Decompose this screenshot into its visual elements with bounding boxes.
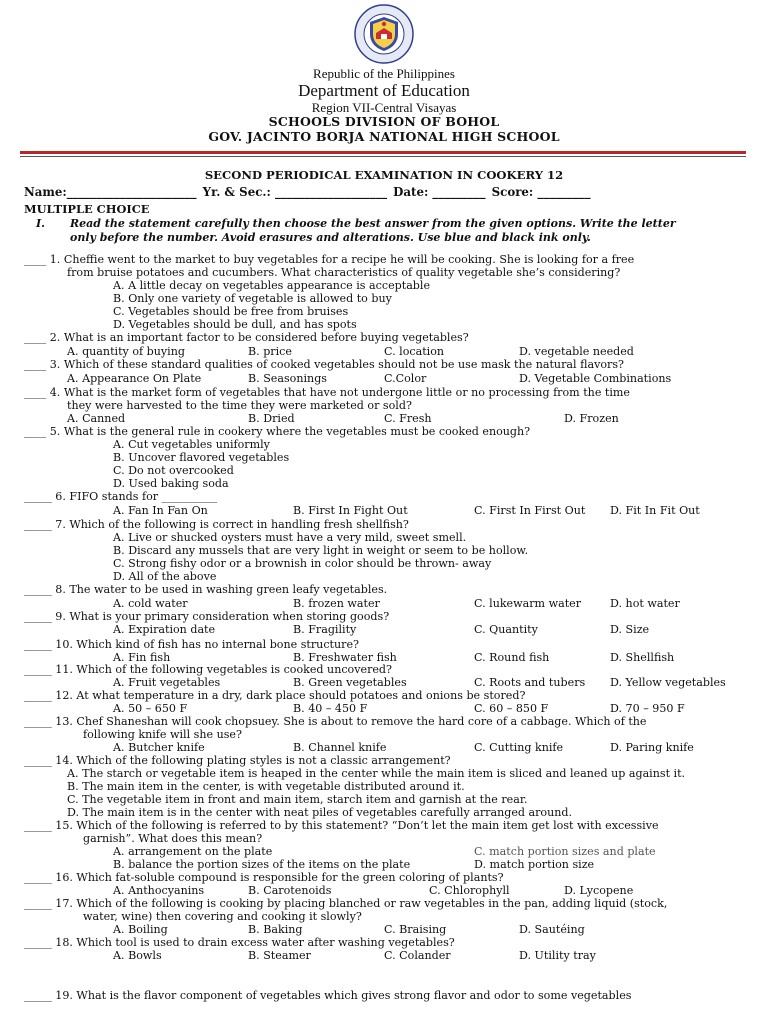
question-line: _____ 18. Which tool is used to drain excess water after washing vegetables? <box>24 936 455 949</box>
option: A. Boiling <box>113 923 168 936</box>
option: C. Fresh <box>384 412 432 425</box>
question-line: _____ 12. At what temperature in a dry, dark place should potatoes and onions be stored? <box>24 689 526 702</box>
option: D. Lycopene <box>564 884 634 897</box>
instruction-text <box>70 217 760 245</box>
option: B. Baking <box>248 923 303 936</box>
option: B. Discard any mussels that are very light in weight or seem to be hollow. <box>113 544 529 557</box>
question-line: _____ 10. Which kind of fish has no internal bone structure? <box>24 638 359 651</box>
option: A. Cut vegetables uniformly <box>113 438 270 451</box>
option: B. Freshwater fish <box>293 651 397 664</box>
question-line: _____ 11. Which of the following vegetables is cooked uncovered? <box>24 663 392 676</box>
question-line: _____ 6. FIFO stands for __________ <box>24 490 218 503</box>
option: D. Yellow vegetables <box>610 676 726 689</box>
option: B. 40 – 450 F <box>293 702 368 715</box>
option: C. Colander <box>384 949 451 962</box>
question-line: garnish”. What does this mean? <box>83 832 263 845</box>
option: B. Seasonings <box>248 372 327 385</box>
option: B. Fragility <box>293 623 357 636</box>
division-line: SCHOOLS DIVISION OF BOHOL <box>268 114 500 129</box>
question-line: _____ 7. Which of the following is correct in handling fresh shellfish? <box>24 518 409 531</box>
region-line: Region VII-Central Visayas <box>311 100 457 115</box>
option: C. location <box>384 345 445 358</box>
option: B. Dried <box>248 412 295 425</box>
option: C. Round fish <box>474 651 550 664</box>
option: A. Fin fish <box>113 651 171 664</box>
option: D. Sautéing <box>519 923 585 936</box>
option: C. Do not overcooked <box>113 464 234 477</box>
option: D. match portion size <box>474 858 595 871</box>
option: D. Fit In Fit Out <box>610 504 700 517</box>
option: A. Appearance On Plate <box>67 372 202 385</box>
score-field[interactable]: Score: _________ <box>491 185 591 199</box>
option: A. A little decay on vegetables appearance is acceptable <box>113 279 431 292</box>
option: B. The main item in the center, is with vegetable distributed around it. <box>67 780 465 793</box>
option: C. Quantity <box>474 623 538 636</box>
option: B. Green vegetables <box>293 676 407 689</box>
question-line: water, wine) then covering and cooking it slowly? <box>83 910 362 923</box>
option: B. balance the portion sizes of the items on the plate <box>113 858 411 871</box>
option: C. Braising <box>384 923 447 936</box>
exam-title: SECOND PERIODICAL EXAMINATION IN COOKERY 12 <box>204 168 564 182</box>
option: C. 60 – 850 F <box>474 702 549 715</box>
option: A. Fan In Fan On <box>113 504 208 517</box>
option: D. The main item is in the center with neat piles of vegetables carefully arranged around. <box>67 806 573 819</box>
question-line: ____ 4. What is the market form of vegetables that have not undergone little or no processing from the time <box>24 386 630 399</box>
question-line: following knife will she use? <box>83 728 242 741</box>
deped-seal-icon <box>354 4 414 64</box>
option: C. Roots and tubers <box>474 676 586 689</box>
question-line: from bruise potatoes and cucumbers. What characteristics of quality vegetable she’s considering? <box>67 266 621 279</box>
option: C. First In First Out <box>474 504 586 517</box>
section-heading: MULTIPLE CHOICE <box>24 202 150 216</box>
option: B. Steamer <box>248 949 311 962</box>
republic-line: Republic of the Philippines <box>313 66 455 81</box>
option: D. vegetable needed <box>519 345 634 358</box>
student-info-fields <box>24 185 592 199</box>
option: A. Anthocyanins <box>113 884 205 897</box>
question-line: _____ 13. Chef Shaneshan will cook chopsuey. She is about to remove the hard core of a cabbage. Which of the <box>24 715 647 728</box>
option: B. Uncover flavored vegetables <box>113 451 290 464</box>
option: A. quantity of buying <box>67 345 185 358</box>
yr-sec-field[interactable]: Yr. & Sec.: ___________________ <box>202 185 388 199</box>
option: B. Only one variety of vegetable is allowed to buy <box>113 292 392 305</box>
option: D. Vegetables should be dull, and has spots <box>113 318 357 331</box>
question-line: _____ 15. Which of the following is referred to by this statement? “Don’t let the main item get lost with excessive <box>24 819 659 832</box>
option: B. First In Fight Out <box>293 504 408 517</box>
option: C. Strong fishy odor or a brownish in color should be thrown- away <box>113 557 492 570</box>
option: C. Cutting knife <box>474 741 564 754</box>
option: D. Utility tray <box>519 949 596 962</box>
header-divider-gray <box>20 156 746 157</box>
department-name: Department of Education <box>298 81 470 100</box>
instruction-number: I. <box>36 217 45 230</box>
option: A. arrangement on the plate <box>113 845 273 858</box>
question-line: ____ 3. Which of these standard qualities of cooked vegetables should not be use mask the natural flavors? <box>24 358 624 371</box>
option: D. Used baking soda <box>113 477 229 490</box>
option: A. Fruit vegetables <box>113 676 221 689</box>
option: A. 50 – 650 F <box>113 702 188 715</box>
option: B. frozen water <box>293 597 380 610</box>
option: A. Expiration date <box>113 623 216 636</box>
option: D. Size <box>610 623 650 636</box>
option: C. Chlorophyll <box>429 884 510 897</box>
question-line: ____ 5. What is the general rule in cookery where the vegetables must be cooked enough? <box>24 425 531 438</box>
header-divider-red <box>20 151 746 154</box>
option: C. match portion sizes and plate <box>474 845 656 858</box>
option: B. price <box>248 345 292 358</box>
option: B. Channel knife <box>293 741 387 754</box>
option: A. Butcher knife <box>113 741 205 754</box>
option: A. cold water <box>113 597 188 610</box>
option: D. All of the above <box>113 570 217 583</box>
option: D. Frozen <box>564 412 619 425</box>
option: D. hot water <box>610 597 680 610</box>
option: A. Bowls <box>113 949 162 962</box>
option: D. 70 – 950 F <box>610 702 685 715</box>
option: C. The vegetable item in front and main item, starch item and garnish at the rear. <box>67 793 528 806</box>
option: C. Vegetables should be free from bruises <box>113 305 349 318</box>
date-field[interactable]: Date: _________ <box>393 185 486 199</box>
question-line: they were harvested to the time they were marketed or sold? <box>67 399 412 412</box>
option: D. Paring knife <box>610 741 694 754</box>
question-line: _____ 9. What is your primary consideration when storing goods? <box>24 610 390 623</box>
option: A. The starch or vegetable item is heaped in the center while the main item is sliced and leaned up against it. <box>67 767 686 780</box>
school-name: GOV. JACINTO BORJA NATIONAL HIGH SCHOOL <box>208 129 560 144</box>
option: D. Vegetable Combinations <box>519 372 672 385</box>
option: C. lukewarm water <box>474 597 582 610</box>
question-line: _____ 19. What is the flavor component of vegetables which gives strong flavor and odor to some vegetables <box>24 989 632 1002</box>
question-line: ____ 1. Cheffie went to the market to buy vegetables for a recipe he will be cooking. She is looking for a free <box>24 253 635 266</box>
question-line: _____ 8. The water to be used in washing green leafy vegetables. <box>24 583 388 596</box>
option: D. Shellfish <box>610 651 675 664</box>
question-line: ____ 2. What is an important factor to be considered before buying vegetables? <box>24 331 469 344</box>
instruction-line: Read the statement carefully then choose the best answer from the given options. Write the letter <box>70 217 676 230</box>
option: C.Color <box>384 372 427 385</box>
option: A. Live or shucked oysters must have a very mild, sweet smell. <box>113 531 467 544</box>
name-field[interactable]: Name:______________________ <box>24 185 197 199</box>
option: A. Canned <box>67 412 126 425</box>
instruction-line: only before the number. Avoid erasures and alterations. Use blue and black ink only. <box>70 231 591 244</box>
question-line: _____ 16. Which fat-soluble compound is responsible for the green coloring of plants? <box>24 871 504 884</box>
question-line: _____ 14. Which of the following plating styles is not a classic arrangement? <box>24 754 451 767</box>
option: B. Carotenoids <box>248 884 332 897</box>
question-line: _____ 17. Which of the following is cooking by placing blanched or raw vegetables in the pan, adding liquid (stock, <box>24 897 668 910</box>
